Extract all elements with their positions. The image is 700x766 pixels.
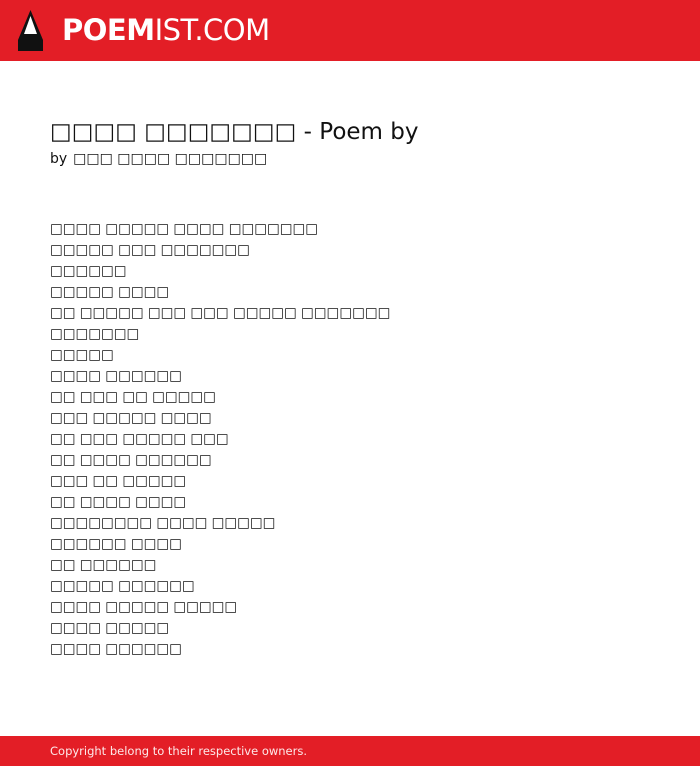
poem-line: □□□□□	[50, 347, 114, 363]
poem-line: □□ □□□□ □□□□	[50, 494, 187, 510]
byline	[50, 150, 267, 168]
site-header	[0, 0, 700, 61]
poem-line: □□□□□ □□□□□□	[50, 578, 195, 594]
logo-bold-text: POEM	[62, 13, 155, 47]
copyright-text: Copyright belong to their respective owners.	[50, 744, 308, 758]
poem-line: □□□ □□□□□ □□□□	[50, 410, 212, 426]
poem-line: □□□ □□ □□□□□	[50, 473, 187, 489]
site-footer	[0, 736, 700, 766]
poem-line: □□□□□□ □□□□	[50, 536, 182, 552]
poem-line: □□ □□□□ □□□□□□	[50, 452, 212, 468]
byline-label: by	[50, 151, 68, 167]
poem-line: □□□□ □□□□□ □□□□ □□□□□□□	[50, 221, 318, 237]
poem-line: □□□□ □□□□□	[50, 620, 170, 636]
poem-title-suffix: - Poem by	[296, 119, 419, 145]
poem-title-text: □□□□ □□□□□□□	[50, 119, 297, 145]
poem-line: □□□□ □□□□□ □□□□□	[50, 599, 238, 615]
poem-line: □□□□□ □□□ □□□□□□□	[50, 242, 250, 258]
poem-line: □□□□□□□	[50, 326, 140, 342]
poem-line: □□□□□□	[50, 263, 127, 279]
poem-line: □□ □□□□□□	[50, 557, 157, 573]
poem-line: □□□□ □□□□□□	[50, 368, 182, 384]
poem-line: □□ □□□ □□ □□□□□	[50, 389, 216, 405]
site-logo[interactable]	[62, 13, 270, 47]
poem-body	[50, 219, 390, 660]
poem-line: □□□□□ □□□□	[50, 284, 170, 300]
logo-light-text: IST.COM	[154, 13, 270, 47]
poem-line: □□□□□□□□ □□□□ □□□□□	[50, 515, 276, 531]
poem-line: □□ □□□□□ □□□ □□□ □□□□□ □□□□□□□	[50, 305, 391, 321]
poem-line: □□ □□□ □□□□□ □□□	[50, 431, 229, 447]
pencil-tip-icon[interactable]	[18, 10, 43, 51]
author-name: □□□ □□□□ □□□□□□□	[73, 151, 268, 167]
poem-line: □□□□ □□□□□□	[50, 641, 182, 657]
poem-title	[50, 116, 418, 148]
